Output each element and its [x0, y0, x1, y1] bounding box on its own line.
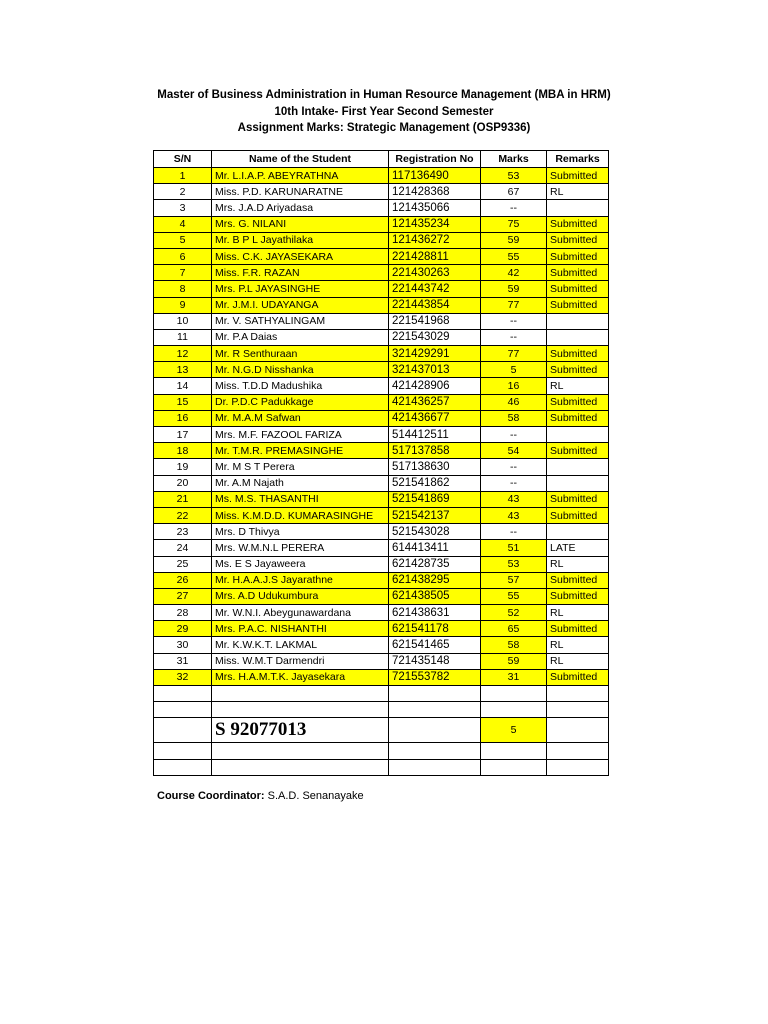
table-row: [154, 232, 609, 248]
cell-remarks: [547, 200, 609, 216]
table-row: [154, 200, 609, 216]
cell-remarks: Submitted: [547, 248, 609, 264]
table-row: [154, 216, 609, 232]
cell-student-name: Mr. M S T Perera: [212, 459, 389, 475]
table-row: [154, 669, 609, 685]
document-header: [0, 87, 768, 137]
table-row: [154, 572, 609, 588]
cell-registration-no: 521542137: [389, 507, 481, 523]
cell-marks: 75: [481, 216, 547, 232]
table-row: [154, 394, 609, 410]
coordinator-label: Course Coordinator:: [157, 790, 265, 802]
cell-student-name: Mr. W.N.I. Abeygunawardana: [212, 605, 389, 621]
cell-student-name: Mr. M.A.M Safwan: [212, 410, 389, 426]
cell-remarks: RL: [547, 637, 609, 653]
cell-registration-no: 621438295: [389, 572, 481, 588]
cell-sn: 11: [154, 329, 212, 345]
cell-registration-no: 121428368: [389, 184, 481, 200]
table-row: [154, 475, 609, 491]
coordinator-name: S.A.D. Senanayake: [264, 790, 364, 802]
cell-remarks: Submitted: [547, 443, 609, 459]
cell-student-name: Mr. P.A Daias: [212, 329, 389, 345]
cell-marks: 51: [481, 540, 547, 556]
cell-remarks: Submitted: [547, 297, 609, 313]
table-header-row: [154, 151, 609, 168]
cell-sn: 20: [154, 475, 212, 491]
cell-marks: 46: [481, 394, 547, 410]
cell-remarks: RL: [547, 653, 609, 669]
table-row: [154, 297, 609, 313]
table-row-empty: [154, 759, 609, 775]
cell-remarks: Submitted: [547, 168, 609, 184]
cell-student-name: Mrs. A.D Udukumbura: [212, 588, 389, 604]
table-row: [154, 524, 609, 540]
cell-remarks: Submitted: [547, 281, 609, 297]
cell-student-name: Miss. C.K. JAYASEKARA: [212, 248, 389, 264]
cell-sn: 13: [154, 362, 212, 378]
cell-registration-no: 221443742: [389, 281, 481, 297]
cell-registration-no: 517137858: [389, 443, 481, 459]
cell-registration-no: 221428811: [389, 248, 481, 264]
cell-sn: 5: [154, 232, 212, 248]
cell-remarks: Submitted: [547, 232, 609, 248]
col-header-registration: Registration No: [389, 151, 481, 168]
table-row-empty: [154, 702, 609, 718]
cell-remarks: Submitted: [547, 362, 609, 378]
marks-table: [153, 150, 609, 776]
cell-marks: 65: [481, 621, 547, 637]
cell-marks: 31: [481, 669, 547, 685]
empty-cell: [481, 759, 547, 775]
cell-sn: 19: [154, 459, 212, 475]
empty-cell: [481, 702, 547, 718]
empty-cell: [212, 702, 389, 718]
empty-cell: [481, 743, 547, 759]
cell-registration-no: 121436272: [389, 232, 481, 248]
table-body: [154, 168, 609, 776]
cell-remarks: [547, 524, 609, 540]
cell-marks: 58: [481, 637, 547, 653]
table-row: [154, 637, 609, 653]
table-row: [154, 362, 609, 378]
cell-registration-no: 121435066: [389, 200, 481, 216]
empty-cell: [212, 759, 389, 775]
cell-remarks: Submitted: [547, 346, 609, 362]
cell-student-name: Mr. T.M.R. PREMASINGHE: [212, 443, 389, 459]
cell-marks: --: [481, 313, 547, 329]
cell-registration-no: 321429291: [389, 346, 481, 362]
col-header-marks: Marks: [481, 151, 547, 168]
cell-sn: 2: [154, 184, 212, 200]
cell-remarks: RL: [547, 556, 609, 572]
cell-registration-no: 421428906: [389, 378, 481, 394]
cell-student-name: Mr. H.A.A.J.S Jayarathne: [212, 572, 389, 588]
empty-cell: [212, 686, 389, 702]
cell-sn: 1: [154, 168, 212, 184]
cell-sn: 29: [154, 621, 212, 637]
table-row: [154, 313, 609, 329]
cell-remarks: Submitted: [547, 491, 609, 507]
cell-sn: 14: [154, 378, 212, 394]
cell-sn: 21: [154, 491, 212, 507]
cell-sn: 28: [154, 605, 212, 621]
empty-cell: [547, 759, 609, 775]
footer: [157, 790, 364, 802]
cell-sn: 9: [154, 297, 212, 313]
cell-marks: 54: [481, 443, 547, 459]
cell-remarks: [547, 313, 609, 329]
cell-sn: 3: [154, 200, 212, 216]
cell-marks: --: [481, 200, 547, 216]
cell-registration-no: 514412511: [389, 427, 481, 443]
cell-marks: --: [481, 475, 547, 491]
cell-sn: 24: [154, 540, 212, 556]
cell-student-name: Mr. L.I.A.P. ABEYRATHNA: [212, 168, 389, 184]
cell-registration-no: 421436677: [389, 410, 481, 426]
cell-marks: 53: [481, 168, 547, 184]
cell-registration-no: 221430263: [389, 265, 481, 281]
cell-registration-no: 521541869: [389, 491, 481, 507]
cell-sn: 30: [154, 637, 212, 653]
cell-student-name: Mrs. G. NILANI: [212, 216, 389, 232]
empty-cell: [389, 718, 481, 743]
cell-registration-no: 614413411: [389, 540, 481, 556]
cell-marks: 58: [481, 410, 547, 426]
cell-registration-no: 117136490: [389, 168, 481, 184]
cell-student-name: Miss. T.D.D Madushika: [212, 378, 389, 394]
cell-student-name: Mrs. W.M.N.L PERERA: [212, 540, 389, 556]
empty-cell: [389, 686, 481, 702]
cell-remarks: Submitted: [547, 588, 609, 604]
cell-student-name: Mr. A.M Najath: [212, 475, 389, 491]
cell-remarks: Submitted: [547, 410, 609, 426]
cell-remarks: Submitted: [547, 265, 609, 281]
cell-marks: 57: [481, 572, 547, 588]
table-row-extra: [154, 718, 609, 743]
cell-marks: --: [481, 329, 547, 345]
cell-sn: 15: [154, 394, 212, 410]
empty-cell: [547, 743, 609, 759]
cell-remarks: Submitted: [547, 572, 609, 588]
cell-student-name: Miss. P.D. KARUNARATNE: [212, 184, 389, 200]
empty-cell: [212, 743, 389, 759]
cell-student-name: Mr. R Senthuraan: [212, 346, 389, 362]
cell-student-name: Mrs. J.A.D Ariyadasa: [212, 200, 389, 216]
cell-sn: 31: [154, 653, 212, 669]
cell-marks: 43: [481, 491, 547, 507]
table-row: [154, 329, 609, 345]
program-title: Master of Business Administration in Human Resource Management (MBA in HRM): [157, 89, 611, 101]
cell-student-name: Mr. J.M.I. UDAYANGA: [212, 297, 389, 313]
cell-student-name: Mr. V. SATHYALINGAM: [212, 313, 389, 329]
cell-registration-no: 121435234: [389, 216, 481, 232]
cell-remarks: [547, 459, 609, 475]
cell-sn: 25: [154, 556, 212, 572]
intake-title: 10th Intake- First Year Second Semester: [274, 105, 494, 118]
cell-marks: 67: [481, 184, 547, 200]
table-row: [154, 346, 609, 362]
cell-remarks: [547, 427, 609, 443]
cell-sn: 27: [154, 588, 212, 604]
cell-registration-no: 321437013: [389, 362, 481, 378]
empty-cell: [389, 702, 481, 718]
cell-remarks: RL: [547, 605, 609, 621]
cell-student-name: Miss. K.M.D.D. KUMARASINGHE: [212, 507, 389, 523]
empty-cell: [547, 702, 609, 718]
cell-marks: 5: [481, 362, 547, 378]
cell-marks: --: [481, 427, 547, 443]
cell-marks: 55: [481, 588, 547, 604]
cell-sn: 23: [154, 524, 212, 540]
cell-sn: 6: [154, 248, 212, 264]
col-header-sn: S/N: [154, 151, 212, 168]
cell-marks: 59: [481, 232, 547, 248]
cell-sn: 22: [154, 507, 212, 523]
table-row: [154, 427, 609, 443]
cell-remarks: [547, 329, 609, 345]
cell-registration-no: 221541968: [389, 313, 481, 329]
cell-marks: 59: [481, 653, 547, 669]
table-row: [154, 588, 609, 604]
table-row: [154, 556, 609, 572]
cell-registration-no: 621428735: [389, 556, 481, 572]
cell-remarks: Submitted: [547, 216, 609, 232]
cell-sn: 32: [154, 669, 212, 685]
cell-remarks: Submitted: [547, 394, 609, 410]
table-row: [154, 491, 609, 507]
empty-cell: [547, 686, 609, 702]
cell-marks: 16: [481, 378, 547, 394]
table-row: [154, 184, 609, 200]
table-row: [154, 410, 609, 426]
cell-marks: 77: [481, 346, 547, 362]
cell-registration-no: 621541465: [389, 637, 481, 653]
empty-cell: [481, 686, 547, 702]
empty-cell: [547, 718, 609, 743]
empty-cell: [389, 743, 481, 759]
cell-student-name: Ms. E S Jayaweera: [212, 556, 389, 572]
cell-student-name: Miss. W.M.T Darmendri: [212, 653, 389, 669]
cell-student-name: Mr. N.G.D Nisshanka: [212, 362, 389, 378]
assignment-title: Assignment Marks: Strategic Management (OSP9336): [237, 122, 531, 134]
cell-sn: 10: [154, 313, 212, 329]
table-row: [154, 507, 609, 523]
cell-remarks: RL: [547, 184, 609, 200]
cell-student-name: Mrs. M.F. FAZOOL FARIZA: [212, 427, 389, 443]
cell-sn: 8: [154, 281, 212, 297]
cell-registration-no: 517138630: [389, 459, 481, 475]
cell-registration-no: 521543028: [389, 524, 481, 540]
table-row-empty: [154, 686, 609, 702]
cell-marks: 42: [481, 265, 547, 281]
empty-cell: [154, 743, 212, 759]
cell-registration-no: 221543029: [389, 329, 481, 345]
table-row: [154, 248, 609, 264]
extra-registration-no: S 92077013: [212, 718, 389, 743]
table-row: [154, 265, 609, 281]
cell-registration-no: 421436257: [389, 394, 481, 410]
cell-sn: 12: [154, 346, 212, 362]
cell-sn: 18: [154, 443, 212, 459]
cell-marks: --: [481, 459, 547, 475]
cell-student-name: Ms. M.S. THASANTHI: [212, 491, 389, 507]
cell-student-name: Miss. F.R. RAZAN: [212, 265, 389, 281]
table-row: [154, 459, 609, 475]
cell-marks: --: [481, 524, 547, 540]
table-row: [154, 168, 609, 184]
cell-marks: 77: [481, 297, 547, 313]
cell-registration-no: 621541178: [389, 621, 481, 637]
cell-registration-no: 721435148: [389, 653, 481, 669]
cell-student-name: Mrs. P.L JAYASINGHE: [212, 281, 389, 297]
col-header-remarks: Remarks: [547, 151, 609, 168]
cell-marks: 55: [481, 248, 547, 264]
empty-cell: [154, 702, 212, 718]
cell-registration-no: 621438631: [389, 605, 481, 621]
cell-registration-no: 521541862: [389, 475, 481, 491]
extra-marks: 5: [481, 718, 547, 743]
col-header-name: Name of the Student: [212, 151, 389, 168]
cell-student-name: Dr. P.D.C Padukkage: [212, 394, 389, 410]
table-row: [154, 653, 609, 669]
cell-registration-no: 721553782: [389, 669, 481, 685]
cell-student-name: Mrs. D Thivya: [212, 524, 389, 540]
cell-remarks: LATE: [547, 540, 609, 556]
cell-marks: 52: [481, 605, 547, 621]
cell-sn: 17: [154, 427, 212, 443]
cell-remarks: Submitted: [547, 621, 609, 637]
table-row: [154, 378, 609, 394]
cell-registration-no: 621438505: [389, 588, 481, 604]
table-row: [154, 443, 609, 459]
cell-sn: 7: [154, 265, 212, 281]
cell-remarks: Submitted: [547, 507, 609, 523]
cell-student-name: Mrs. P.A.C. NISHANTHI: [212, 621, 389, 637]
table-row: [154, 605, 609, 621]
cell-remarks: Submitted: [547, 669, 609, 685]
table-row: [154, 281, 609, 297]
cell-student-name: Mr. K.W.K.T. LAKMAL: [212, 637, 389, 653]
cell-sn: 4: [154, 216, 212, 232]
cell-student-name: Mr. B P L Jayathilaka: [212, 232, 389, 248]
cell-marks: 53: [481, 556, 547, 572]
table-row-empty: [154, 743, 609, 759]
empty-cell: [154, 759, 212, 775]
cell-sn: 26: [154, 572, 212, 588]
cell-student-name: Mrs. H.A.M.T.K. Jayasekara: [212, 669, 389, 685]
cell-sn: 16: [154, 410, 212, 426]
table-row: [154, 540, 609, 556]
cell-marks: 43: [481, 507, 547, 523]
empty-cell: [154, 718, 212, 743]
cell-registration-no: 221443854: [389, 297, 481, 313]
empty-cell: [154, 686, 212, 702]
cell-remarks: RL: [547, 378, 609, 394]
table-row: [154, 621, 609, 637]
cell-remarks: [547, 475, 609, 491]
empty-cell: [389, 759, 481, 775]
cell-marks: 59: [481, 281, 547, 297]
